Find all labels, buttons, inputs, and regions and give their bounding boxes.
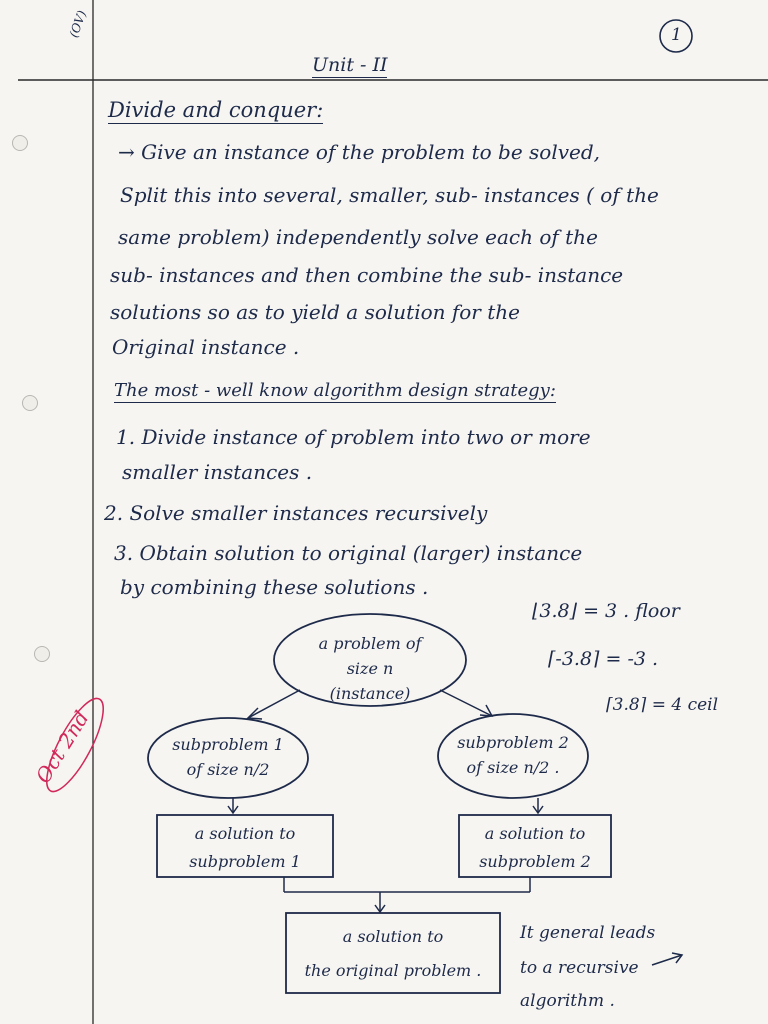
solution-1-text: a solution to subproblem 1: [189, 824, 301, 871]
floor-note: ⌊3.8⌋ = 3 . floor: [532, 600, 680, 622]
footer-note-line-2: to a recursive: [520, 958, 639, 978]
footer-note-line-1: It general leads: [520, 923, 656, 943]
root-problem-text: a problem of size n (instance): [318, 634, 422, 703]
subproblem-1-text: subproblem 1 of size n/2: [172, 735, 284, 779]
step-1: 1. Divide instance of problem into two or more: [116, 425, 591, 449]
subproblem-2-text: subproblem 2 of size n/2 .: [457, 733, 569, 777]
section1-line-4: sub- instances and then combine the sub- instance: [110, 263, 624, 287]
punch-hole-middle: [22, 395, 38, 411]
punch-hole-lower: [34, 646, 50, 662]
step-3-cont: by combining these solutions .: [120, 575, 429, 599]
section2-heading: The most - well know algorithm design strategy:: [114, 380, 556, 401]
page-number: 1: [671, 25, 682, 45]
step-1-cont: smaller instances .: [122, 460, 313, 484]
step-3: 3. Obtain solution to original (larger) instance: [114, 541, 583, 565]
solution-2-text: a solution to subproblem 2: [479, 824, 591, 871]
section1-line-6: Original instance .: [112, 335, 300, 359]
footer-note-line-3: algorithm .: [520, 991, 615, 1011]
section1-line-5: solutions so as to yield a solution for the: [110, 300, 520, 324]
punch-hole-top: [12, 135, 28, 151]
corner-note: (OV): [66, 8, 90, 40]
ceil-negative-note: ⌈-3.8⌉ = -3 .: [548, 648, 659, 670]
final-solution-text: a solution to the original problem .: [304, 927, 482, 980]
margin-stamp: Oct 2nd: [30, 706, 94, 788]
ceil-note: ⌈3.8⌉ = 4 ceil: [606, 695, 719, 715]
section1-line-2: Split this into several, smaller, sub- instances ( of the: [120, 183, 659, 207]
unit-title: Unit - II: [312, 54, 388, 76]
section1-heading: Divide and conquer:: [108, 98, 324, 122]
section1-line-3: same problem) independently solve each of the: [118, 225, 598, 249]
section1-line-1: → Give an instance of the problem to be solved,: [118, 140, 601, 164]
step-2: 2. Solve smaller instances recursively: [104, 501, 488, 525]
